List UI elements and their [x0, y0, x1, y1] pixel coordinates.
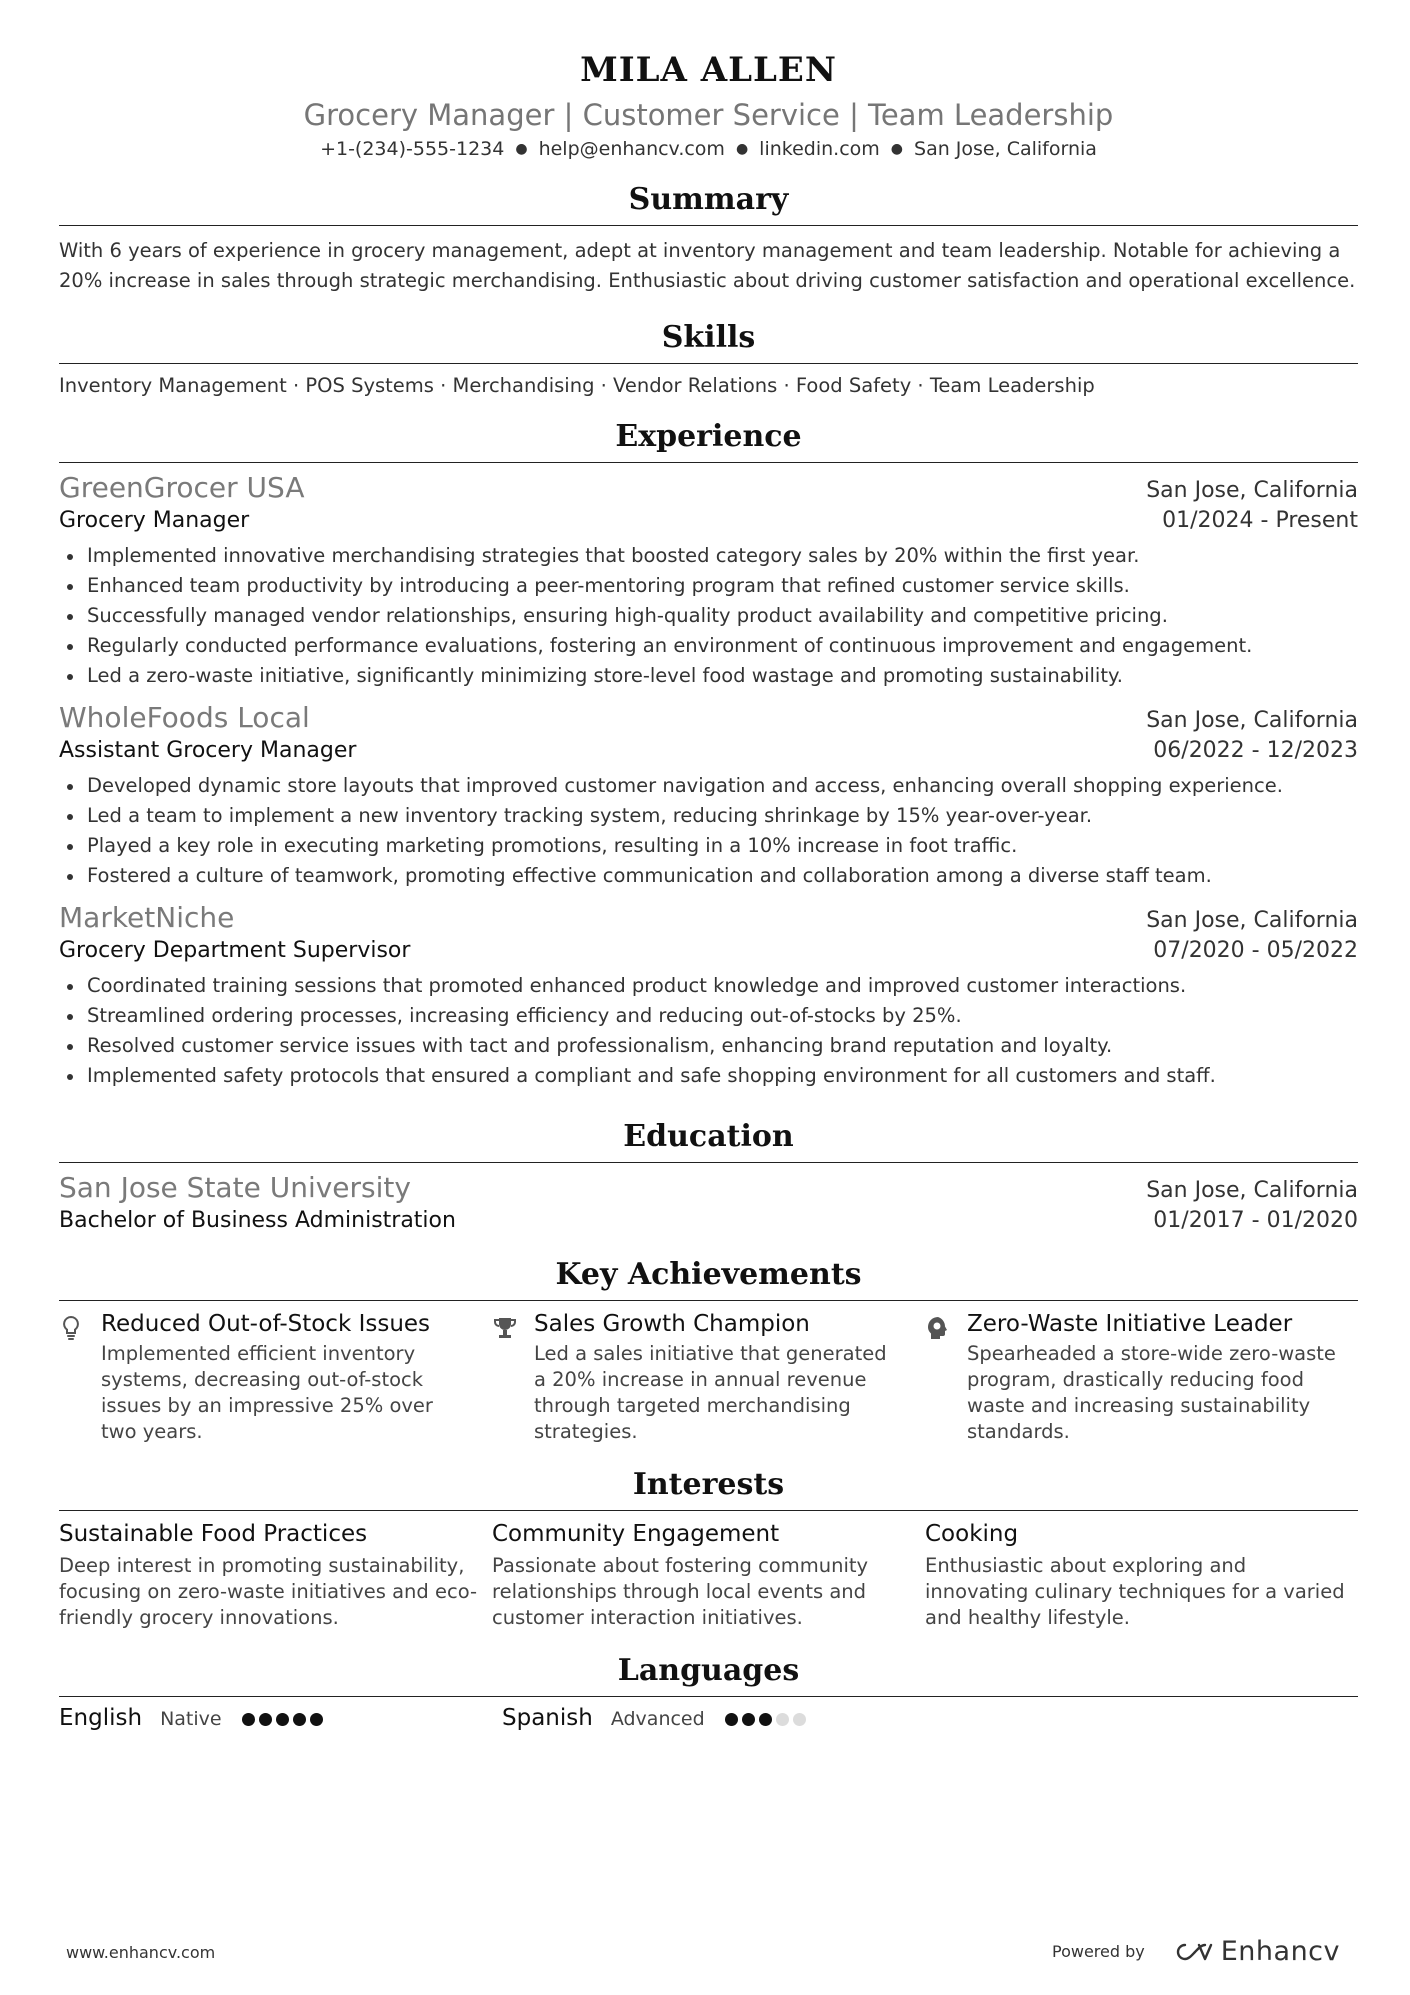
list-item: Fostered a culture of teamwork, promoting effective communication and collaboration among a diverse staff team. [59, 861, 1358, 891]
section-divider [59, 1162, 1358, 1163]
list-item: Resolved customer service issues with tact and professionalism, enhancing brand reputation and loyalty. [59, 1031, 1358, 1061]
rating-dot-filled [276, 1713, 289, 1726]
achievements-list [59, 1311, 1358, 1445]
list-item: Implemented safety protocols that ensured a compliant and safe shopping environment for all customers and staff. [59, 1061, 1358, 1091]
achievement-title: Sales Growth Champion [534, 1311, 810, 1337]
section-divider [59, 1300, 1358, 1301]
job-company: MarketNiche [59, 901, 235, 934]
interest-title: Cooking [925, 1521, 1019, 1547]
language-level: Native [160, 1708, 222, 1730]
summary-heading: Summary [628, 182, 789, 217]
bullet-separator: ● [890, 141, 904, 157]
lightbulb-icon [59, 1311, 101, 1445]
achievement-description: Spearheaded a store-wide zero-waste program, drastically reducing food waste and increasing sustainability standards. [967, 1342, 1336, 1443]
list-item: Led a team to implement a new inventory tracking system, reducing shrinkage by 15% year-over-year. [59, 801, 1358, 831]
footer-website[interactable]: www.enhancv.com [66, 1943, 216, 1962]
interest-title: Community Engagement [492, 1521, 780, 1547]
education-degree: Bachelor of Business Administration [59, 1208, 456, 1233]
rating-dot-filled [310, 1713, 323, 1726]
interest-description: Passionate about fostering community relationships through local events and customer interaction initiatives. [492, 1554, 869, 1629]
interest-title: Sustainable Food Practices [59, 1521, 368, 1547]
contact-location: San Jose, California [914, 138, 1097, 160]
language-item [502, 1705, 945, 1731]
headline: Grocery Manager | Customer Service | Team Leadership [303, 98, 1114, 132]
job-location: San Jose, California [1146, 708, 1358, 733]
languages-list [59, 1705, 1358, 1731]
powered-by-label: Powered by [1052, 1942, 1145, 1961]
job-title: Grocery Department Supervisor [59, 938, 411, 963]
summary-text: With 6 years of experience in grocery management, adept at inventory management and team leadership. Notable for achieving a 20% increase in sales through strategic merchandising. Enthusiastic about driving customer satisfaction and operational excellence. [59, 239, 1356, 292]
achievement-title: Reduced Out-of-Stock Issues [101, 1311, 431, 1337]
skills-list: Inventory Management · POS Systems · Merchandising · Vendor Relations · Food Safety · Team Leadership [59, 374, 1095, 397]
list-item: Enhanced team productivity by introducing a peer-mentoring program that refined customer service skills. [59, 571, 1358, 601]
achievement-description: Led a sales initiative that generated a 20% increase in annual revenue through targeted merchandising strategies. [534, 1342, 887, 1443]
enhancv-logo-icon [1171, 1941, 1213, 1963]
rating-dot-filled [259, 1713, 272, 1726]
contact-phone[interactable]: +1-(234)-555-1234 [320, 138, 505, 160]
list-item: Played a key role in executing marketing promotions, resulting in a 10% increase in foot traffic. [59, 831, 1358, 861]
job-location: San Jose, California [1146, 478, 1358, 503]
language-rating [242, 1710, 327, 1729]
head-lightbulb-icon [925, 1311, 967, 1445]
skills-heading: Skills [661, 320, 756, 355]
language-level: Advanced [610, 1708, 705, 1730]
experience-heading: Experience [615, 419, 802, 454]
section-divider [59, 462, 1358, 463]
job-company: WholeFoods Local [59, 701, 310, 734]
rating-dot-empty [793, 1713, 806, 1726]
trophy-icon [492, 1311, 534, 1445]
list-item: Coordinated training sessions that promoted enhanced product knowledge and improved customer interactions. [59, 971, 1358, 1001]
resume-page [59, 0, 1358, 1731]
list-item: Streamlined ordering processes, increasing efficiency and reducing out-of-stocks by 25%. [59, 1001, 1358, 1031]
list-item: Successfully managed vendor relationships, ensuring high-quality product availability and competitive pricing. [59, 601, 1358, 631]
rating-dot-empty [776, 1713, 789, 1726]
contact-email[interactable]: help@enhancv.com [538, 138, 725, 160]
education-entry [59, 1171, 1358, 1233]
interests-list [59, 1521, 1358, 1631]
job-bullets [59, 771, 1358, 891]
languages-heading: Languages [617, 1653, 800, 1688]
language-name: Spanish [502, 1705, 593, 1731]
job-entry [59, 471, 1358, 691]
job-company: GreenGrocer USA [59, 471, 305, 504]
job-bullets [59, 971, 1358, 1091]
bullet-separator: ● [515, 141, 528, 157]
interest-description: Enthusiastic about exploring and innovating culinary techniques for a varied and healthy lifestyle. [925, 1554, 1345, 1629]
interest-item [925, 1521, 1358, 1631]
education-location: San Jose, California [1146, 1178, 1358, 1203]
footer-branding [1052, 1936, 1340, 1967]
achievement-title: Zero-Waste Initiative Leader [967, 1311, 1293, 1337]
achievements-heading: Key Achievements [555, 1257, 862, 1292]
list-item: Regularly conducted performance evaluations, fostering an environment of continuous improvement and engagement. [59, 631, 1358, 661]
job-dates: 01/2024 - Present [1162, 508, 1358, 533]
job-entry [59, 901, 1358, 1091]
achievement-description: Implemented efficient inventory systems, decreasing out-of-stock issues by an impressive 25% over two years. [101, 1342, 433, 1443]
rating-dot-filled [759, 1713, 772, 1726]
achievement-item [925, 1311, 1358, 1445]
contact-linkedin[interactable]: linkedin.com [759, 138, 880, 160]
rating-dot-filled [742, 1713, 755, 1726]
brand-name: Enhancv [1220, 1936, 1340, 1967]
job-location: San Jose, California [1146, 908, 1358, 933]
education-school: San Jose State University [59, 1171, 411, 1204]
language-name: English [59, 1705, 143, 1731]
job-title: Assistant Grocery Manager [59, 738, 357, 763]
interests-heading: Interests [632, 1467, 785, 1502]
interest-item [59, 1521, 492, 1631]
section-divider [59, 363, 1358, 364]
language-rating [725, 1710, 810, 1729]
education-dates: 01/2017 - 01/2020 [1153, 1208, 1358, 1233]
achievement-item [492, 1311, 925, 1445]
language-item [59, 1705, 502, 1731]
section-divider [59, 1696, 1358, 1697]
job-title: Grocery Manager [59, 508, 250, 533]
interest-description: Deep interest in promoting sustainability, focusing on zero-waste initiatives and eco-friendly grocery innovations. [59, 1554, 478, 1629]
education-heading: Education [623, 1119, 794, 1154]
rating-dot-filled [293, 1713, 306, 1726]
job-dates: 06/2022 - 12/2023 [1153, 738, 1358, 763]
list-item: Led a zero-waste initiative, significantly minimizing store-level food wastage and promoting sustainability. [59, 661, 1358, 691]
list-item: Developed dynamic store layouts that improved customer navigation and access, enhancing overall shopping experience. [59, 771, 1358, 801]
bullet-separator: ● [735, 141, 749, 157]
list-item: Implemented innovative merchandising strategies that boosted category sales by 20% within the first year. [59, 541, 1358, 571]
achievement-item [59, 1311, 492, 1445]
section-divider [59, 1510, 1358, 1511]
job-bullets [59, 541, 1358, 691]
candidate-name: MILA ALLEN [580, 50, 837, 90]
section-divider [59, 225, 1358, 226]
rating-dot-filled [725, 1713, 738, 1726]
job-entry [59, 701, 1358, 891]
rating-dot-filled [242, 1713, 255, 1726]
job-dates: 07/2020 - 05/2022 [1153, 938, 1358, 963]
interest-item [492, 1521, 925, 1631]
contact-line [59, 138, 1358, 160]
